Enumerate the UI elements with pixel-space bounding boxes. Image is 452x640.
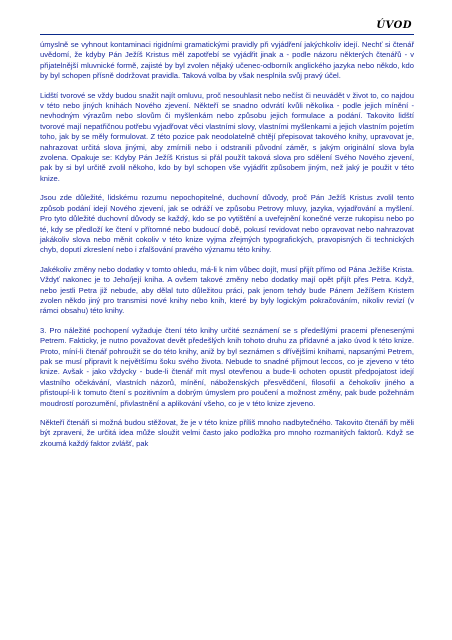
body-text	[40, 40, 414, 458]
paragraph: Lidští tvorové se vždy budou snažit najít omluvu, proč nesouhlasit nebo nečíst či neuvádět v život to, co najdou v této nebo jiných knihách Nového zjevení. Někteří se snadno odvrátí kvůli několiка - podle jejich mínění - nevhodným výrazům nebo slovům či myšlenkám nebo způsobu jejich formulace a podání. Takovito lidští tvorové mají nepatřičnou potřebu vyjadřovat věci vlastními slovy, vlastními myšlenkami a jejich vlastním pojetím toho, jak by se měly formulovat. Z této pozice pak neodolatelně chtějí přepisovat takového knihy, upravovat je, nahrazovat určitá slova jinými, aby zmírnili nebo i odstranili původní záměr, s jakým originální slova byla zvolena. Opakuje se: Kdyby Pán Ježíš Kristus si přál použít taková slova pro sdělení Svého Nového zjevení, pak by si byl určitě zvolil někoho, kdo by byl schopen vše vyjádřit způsobem jiným, než jaký je použit v této knize.	[40, 90, 414, 183]
paragraph: Jakékoliv změny nebo dodatky v tomto ohledu, má-li k nim vůbec dojít, musí přijít přímo od Pána Ježíše Krista. Vždyť nakonec je to Jeho/její kniha. A ovšem takové změny nebo dodatky mají opět přijít přes Petra. Když, nebo jestli Petra již nebude, aby dělal tuto důležitou práci, pak jenom tehdy bude Pánem Ježíšem Kristem zvolen někdo jiný pro transmisi nové knihy nebo knih, které by byly logickým pokračováním, nikoliv revizí (v rámci obsahu) této knihy.	[40, 264, 414, 316]
paragraph: Někteří čtenáři si možná budou stěžovat, že je v této knize příliš mnoho nadbytečného. Takovito čtenáři by měli být zpraveni, že určitá idea může sloužit velmi často jako podložka pro mnoho rozmanitých faktorů. Když se zkoumá každý faktor zvlášť, pak	[40, 418, 414, 448]
paragraph: úmyslně se vyhnout kontaminaci rigidními gramatickými pravidly při vyjádření jakýchkoliv idejí. Nechť si čtenář uvědomí, že kdyby Pán Ježíš Kristus měl zapotřebí se vyjádřit jinak a - podle názoru některých čtenářů - v přijatelnější mluvnické formě, zajisté by byl zvolen nějaký učenec-odborník anglického jazyka nebo někdo, kdo by byl schopen přísně dodržovat pravidla. Taková volba by však nesplnila svůj pravý účel.	[40, 40, 414, 81]
page-header-title: ÚVOD	[376, 20, 412, 31]
paragraph: Jsou zde důležité, lidskému rozumu nepochopitelné, duchovní důvody, proč Pán Ježíš Kristus zvolil tento způsob podání idejí Nového zjevení, jak se odráží ve způsobu Petrovy mluvy, jazyka, vyjadřování a myšlení. Pro tyto důležité duchovní důvody se každý, kdo se po vytištění a uveřejnění konečné verze rukopisu nebo po té, kdy se předloží ke čtení v přítomné nebo budoucí době, pokusí revidovat nebo opravovat nebo nahrazovat jakákoliv slova nebo měnit cokoliv v této knize vyjma zřejmých typografických, pravopisných či technických chyb, doputí zkreslení nebo i zfalšování pravého významu této knihy.	[40, 193, 414, 255]
paragraph: 3. Pro náležité pochopení vyžaduje čtení této knihy určité seznámení se s předešlými pracemi přenesenými Petrem. Fakticky, je nutno považovat devět předešlých knih tohoto druhu za přídavné a jako úvod k této knize. Proto, míní-li čtenář pohroužit se do této knihy, aniž by byl seznámen s dřívějšími knihami, napsanými Petrem, pak se musí připravit k největšímu šoku svého života. Nebude to snadné přijmout leccos, co je zjeveno v této knize. Avšak - jako vždycky - bude-li čtenář mít mysl otevřenou a bude-li ochoten opustit předpojatost idejí vlastního očekávání, vlastních názorů, mínění, náboženských přesvědčení, filosofií a čehokoliv jiného a přistoupí-li k tomuto čtení s pozitivním a dobrým úmyslem pro poučení a možnost změny, pak bude požehnám moudrostí porozumění, přivlastnění a aplikování všeho, co je v této knize zjeveno.	[40, 325, 414, 408]
header-divider	[40, 34, 414, 35]
